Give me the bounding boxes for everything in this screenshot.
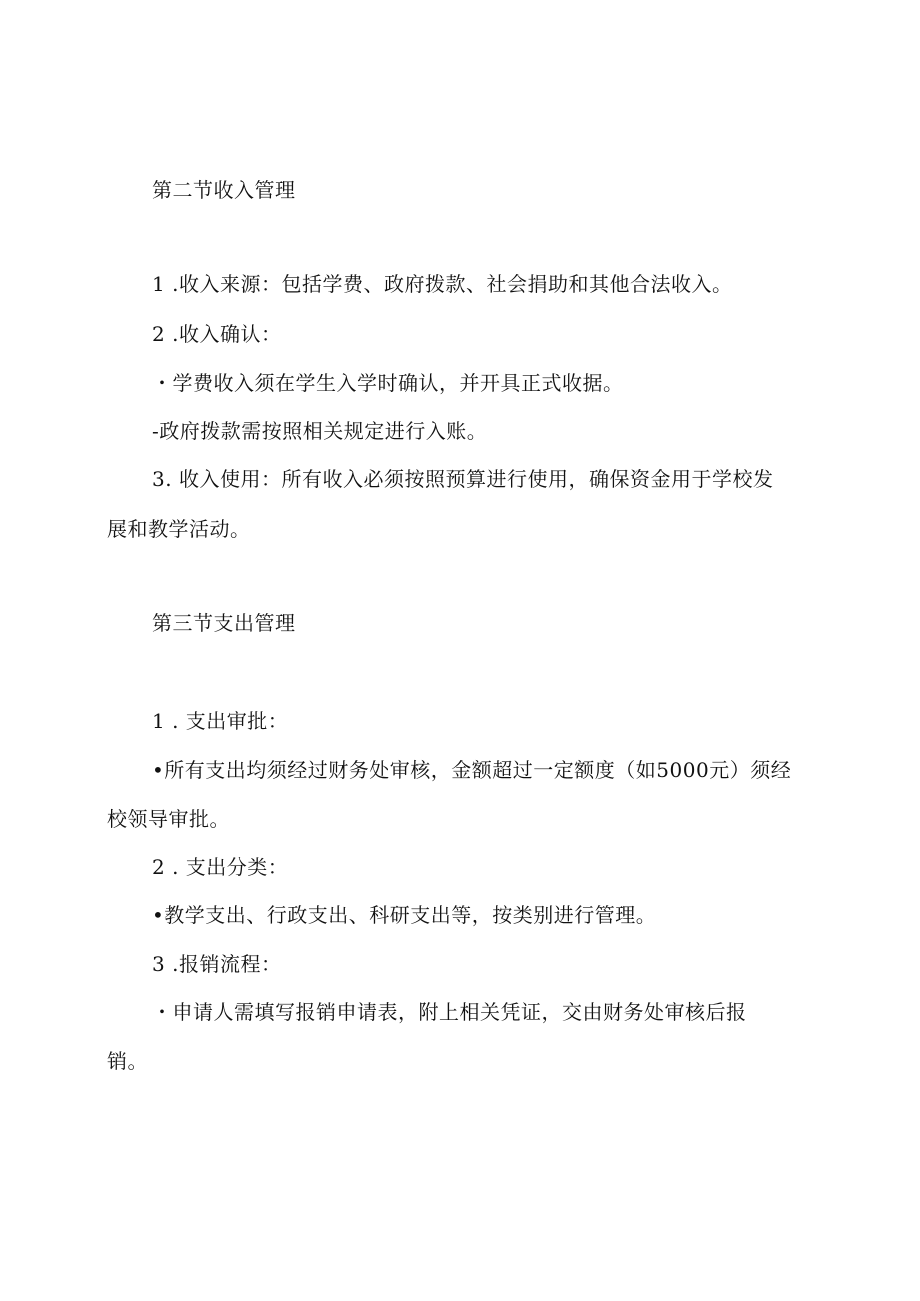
income-confirm-bullet-tuition: ・学费收入须在学生入学时确认，并开具正式收据。 [152, 371, 624, 395]
reimbursement-bullet-line2: 销。 [107, 1049, 148, 1073]
reimbursement-process-item: 3 .报销流程： [152, 952, 282, 976]
income-confirm-item: 2 .收入确认： [152, 322, 282, 346]
reimbursement-bullet-line1: ・申请人需填写报销申请表，附上相关凭证，交由财务处审核后报 [152, 1000, 747, 1024]
section-heading-expense: 第三节支出管理 [152, 611, 296, 635]
expense-approval-bullet-line1: •所有支出均须经过财务处审核，金额超过一定额度（如5000元）须经 [152, 758, 792, 782]
expense-approval-item: 1 . 支出审批： [152, 709, 289, 733]
income-source-item: 1 .收入来源：包括学费、政府拨款、社会捐助和其他合法收入。 [152, 272, 733, 296]
expense-category-bullet: •教学支出、行政支出、科研支出等，按类别进行管理。 [152, 903, 657, 927]
income-confirm-bullet-government: -政府拨款需按照相关规定进行入账。 [152, 419, 488, 443]
section-heading-income: 第二节收入管理 [152, 178, 296, 202]
expense-category-item: 2 . 支出分类： [152, 855, 289, 879]
income-usage-item-line2: 展和教学活动。 [107, 517, 251, 541]
expense-approval-bullet-line2: 校领导审批。 [107, 807, 230, 831]
income-usage-item-line1: 3. 收入使用：所有收入必须按照预算进行使用，确保资金用于学校发 [152, 467, 774, 491]
